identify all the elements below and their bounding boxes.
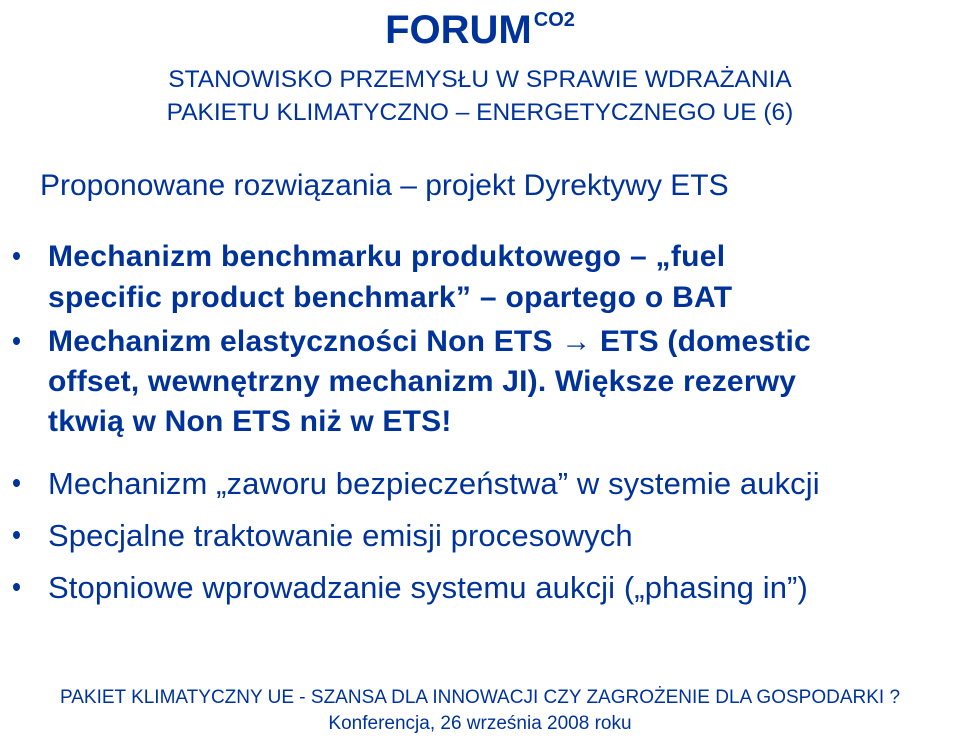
bullet-line: Mechanizm elastyczności Non ETS → ETS (domestic [48,325,811,358]
bullet-line: Mechanizm „zaworu bezpieczeństwa” w systemie aukcji [48,466,820,501]
bullet-item-phasing-in [0,562,960,614]
forum-title-superscript: CO2 [533,9,575,31]
bullet-item-flexibility-mechanism [0,322,960,442]
bullet-line: Specjalne traktowanie emisji procesowych [48,518,633,553]
bullet-dot-icon [13,479,20,487]
bullet-dot-icon [13,252,20,260]
subtitle-line-1: STANOWISKO PRZEMYSŁU W SPRAWIE WDRAŻANIA [168,66,792,93]
footer-conference-title: PAKIET KLIMATYCZNY UE - SZANSA DLA INNOWACJI CZY ZAGROŻENIE DLA GOSPODARKI ? [59,687,901,708]
bullet-line: Stopniowe wprowadzanie systemu aukcji („phasing in”) [48,570,808,605]
bullet-dot-icon [13,337,20,345]
bullet-item-process-emissions [0,510,960,562]
bullet-line: specific product benchmark” – opartego o BAT [48,281,733,314]
forum-title-main: FORUM [385,8,532,52]
bullet-item-safety-valve [0,458,960,510]
document-subtitle [0,63,960,129]
bullet-dot-icon [13,531,20,539]
bullet-list [0,236,960,614]
section-heading: Proponowane rozwiązania – projekt Dyrektywy ETS [40,169,729,202]
subtitle-line-2: PAKIETU KLIMATYCZNO – ENERGETYCZNEGO UE (6) [166,99,794,126]
footer-conference-date: Konferencja, 26 września 2008 roku [328,713,632,734]
forum-title [0,0,960,50]
bullet-dot-icon [13,583,20,591]
bullet-item-product-benchmark [0,236,960,318]
bullet-line: offset, wewnętrzny mechanizm JI). Większe rezerwy [48,365,797,398]
bullet-line: Mechanizm benchmarku produktowego – „fuel [48,240,726,273]
bullet-line: tkwią w Non ETS niż w ETS! [48,405,452,438]
